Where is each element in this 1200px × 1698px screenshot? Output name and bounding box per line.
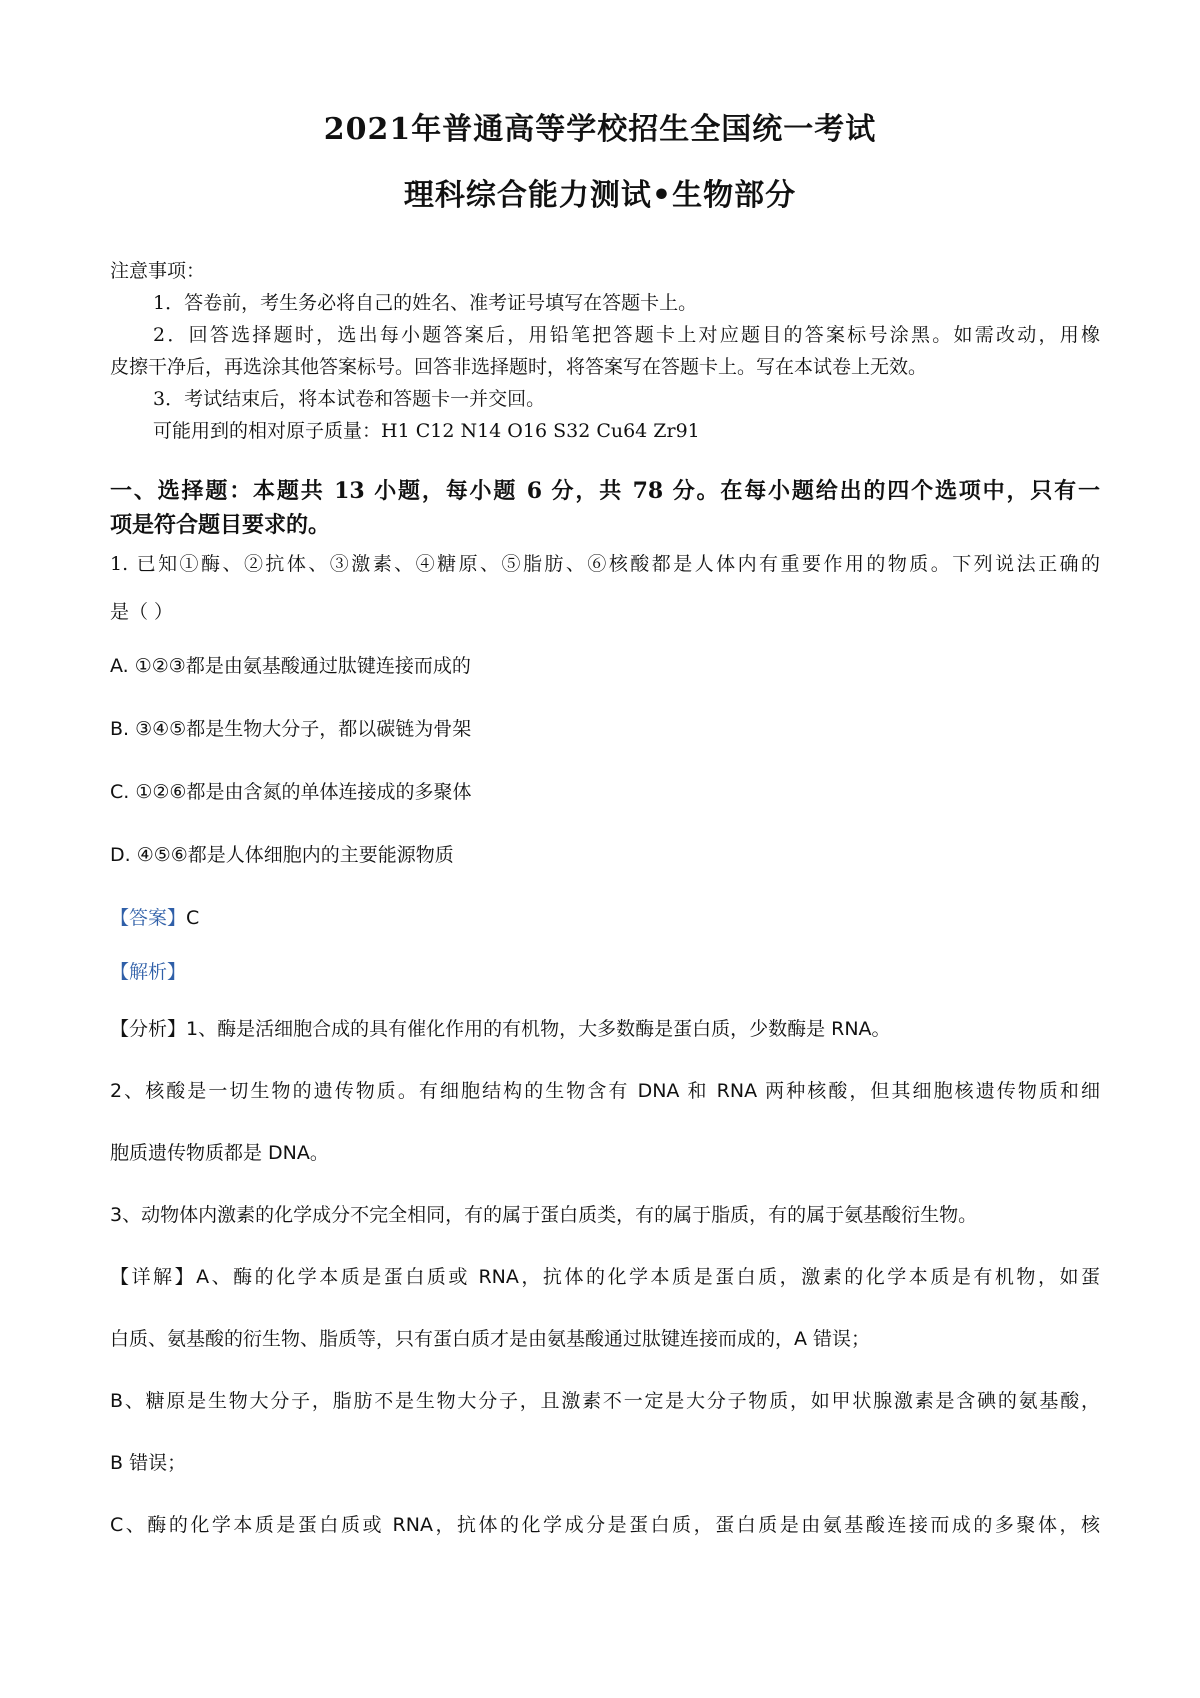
analysis-line-2: 2、核酸是一切生物的遗传物质。有细胞结构的生物含有 DNA 和 RNA 两种核酸，但其细胞核遗传物质和细 (110, 1080, 1100, 1102)
option-b: B. ③④⑤都是生物大分子，都以碳链为骨架 (110, 718, 472, 740)
answer-value: C (186, 907, 200, 929)
analysis-line-4: 3、动物体内激素的化学成分不完全相同，有的属于蛋白质类，有的属于脂质，有的属于氨基酸衍生物。 (110, 1204, 978, 1226)
exam-subtitle: 理科综合能力测试•生物部分 (403, 178, 797, 213)
question-stem-line2: 是（ ） (110, 601, 174, 623)
question-stem-line1: 1. 已知①酶、②抗体、③激素、④糖原、⑤脂肪、⑥核酸都是人体内有重要作用的物质。下列说法正确的 (110, 553, 1100, 575)
analysis-line-6: 白质、氨基酸的衍生物、脂质等，只有蛋白质才是由氨基酸通过肽键连接而成的，A 错误； (110, 1328, 871, 1350)
option-d: D. ④⑤⑥都是人体细胞内的主要能源物质 (110, 844, 454, 866)
notice-item-3: 3．考试结束后，将本试卷和答题卡一并交回。 (153, 388, 546, 410)
section-heading-line1: 一、选择题：本题共 13 小题，每小题 6 分，共 78 分。在每小题给出的四个选项中，只有一 (110, 478, 1100, 504)
analysis-line-5: 【详解】A、酶的化学本质是蛋白质或 RNA，抗体的化学本质是蛋白质，激素的化学本质是有机物，如蛋 (110, 1266, 1100, 1288)
answer-line (110, 903, 1100, 930)
analysis-label: 【解析】 (110, 961, 187, 983)
analysis-line-8: B 错误； (110, 1452, 187, 1474)
analysis-line-3: 胞质遗传物质都是 DNA。 (110, 1142, 329, 1164)
notice-heading: 注意事项： (110, 260, 206, 282)
option-a: A. ①②③都是由氨基酸通过肽键连接而成的 (110, 655, 471, 677)
analysis-line-9: C、酶的化学本质是蛋白质或 RNA，抗体的化学成分是蛋白质，蛋白质是由氨基酸连接而成的多聚体，核 (110, 1514, 1100, 1536)
section-heading-line2: 项是符合题目要求的。 (110, 512, 331, 538)
analysis-line-7: B、糖原是生物大分子，脂肪不是生物大分子，且激素不一定是大分子物质，如甲状腺激素是含碘的氨基酸， (110, 1390, 1100, 1412)
atomic-mass-note: 可能用到的相对原子质量：H1 C12 N14 O16 S32 Cu64 Zr91 (153, 420, 700, 442)
notice-item-1: 1．答卷前，考生务必将自己的姓名、准考证号填写在答题卡上。 (153, 292, 698, 314)
answer-label: 【答案】 (110, 907, 187, 929)
exam-title: 2021年普通高等学校招生全国统一考试 (323, 112, 877, 147)
notice-item-2-line1: 2．回答选择题时，选出每小题答案后，用铅笔把答题卡上对应题目的答案标号涂黑。如需改动，用橡 (153, 324, 1100, 346)
analysis-line-1: 【分析】1、酶是活细胞合成的具有催化作用的有机物，大多数酶是蛋白质，少数酶是 RNA。 (110, 1018, 891, 1040)
notice-item-2-line2: 皮擦干净后，再选涂其他答案标号。回答非选择题时，将答案写在答题卡上。写在本试卷上无效。 (110, 356, 928, 378)
option-c: C. ①②⑥都是由含氮的单体连接成的多聚体 (110, 781, 472, 803)
